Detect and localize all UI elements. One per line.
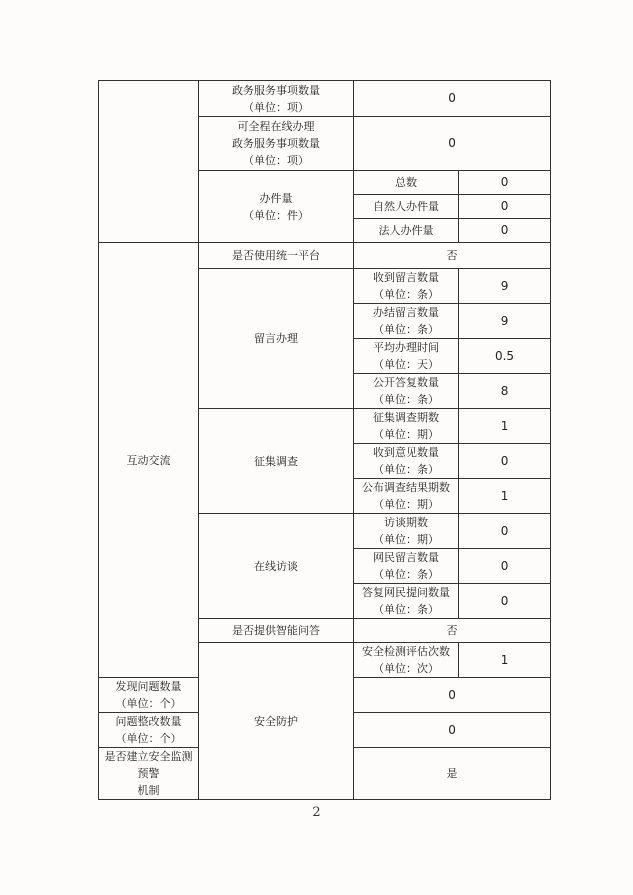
statistics-table [98, 80, 551, 800]
message-item-value: 9 [459, 304, 551, 339]
top-category-cell [99, 81, 199, 243]
row-unit: （单位：个） [115, 697, 182, 710]
row-label: 安全检测评估次数 [362, 645, 450, 658]
row-unit: （单位：件） [243, 208, 309, 222]
row-label: 网民留言数量 [373, 551, 439, 564]
message-item-value: 8 [459, 374, 551, 409]
page-number: 2 [312, 805, 321, 820]
interaction-category: 互动交流 [99, 243, 199, 678]
survey-group-title: 征集调查 [199, 409, 354, 514]
row-unit: （单位：项） [243, 154, 309, 167]
row-label: 政务服务事项数量 [232, 137, 320, 150]
row-unit: （单位：项） [243, 100, 309, 114]
row-label: 访谈期数 [384, 516, 428, 529]
row-unit: （单位：期） [373, 533, 439, 546]
row-label: 收到留言数量 [373, 271, 439, 284]
security-warning-label [99, 748, 199, 800]
case-natural-person-value: 0 [459, 195, 551, 219]
service-items-value: 0 [354, 81, 551, 117]
platform-row [99, 243, 551, 269]
row-label: 可全程在线办理 [237, 120, 315, 133]
survey-item-value: 1 [459, 409, 551, 444]
case-total-label: 总数 [354, 171, 459, 195]
row-label: 收到意见数量 [373, 446, 439, 459]
row-unit: （单位：期） [373, 498, 439, 511]
service-items-row [99, 81, 551, 117]
interview-item-value: 0 [459, 514, 551, 549]
message-item-label [354, 339, 459, 374]
survey-item-label [354, 479, 459, 514]
row-label: 办件量 [259, 191, 293, 205]
case-legal-person-value: 0 [459, 219, 551, 243]
interview-item-label [354, 549, 459, 584]
survey-item-label [354, 409, 459, 444]
row-label: 机制 [137, 784, 160, 797]
security-item-value: 1 [459, 643, 551, 678]
row-label: 是否建立安全监测预警 [104, 750, 193, 780]
interview-item-value: 0 [459, 549, 551, 584]
message-group-title: 留言办理 [199, 269, 354, 409]
row-unit: （单位：天） [373, 358, 439, 371]
security-item-label [99, 713, 199, 748]
case-count-label [199, 171, 354, 243]
message-item-label [354, 269, 459, 304]
case-legal-person-label: 法人办件量 [354, 219, 459, 243]
platform-value: 否 [354, 243, 551, 269]
security-warning-value: 是 [354, 748, 551, 800]
case-total-value: 0 [459, 171, 551, 195]
row-label: 办结留言数量 [373, 306, 439, 319]
survey-item-label [354, 444, 459, 479]
row-unit: （单位：条） [373, 463, 439, 476]
interview-item-value: 0 [459, 584, 551, 619]
online-service-items-value: 0 [354, 117, 551, 171]
row-unit: （单位：条） [373, 393, 439, 406]
row-unit: （单位：期） [373, 428, 439, 441]
smart-qa-value: 否 [354, 619, 551, 643]
survey-item-value: 1 [459, 479, 551, 514]
row-label: 征集调查期数 [373, 411, 439, 424]
interview-item-label [354, 514, 459, 549]
security-category: 安全防护 [199, 643, 354, 800]
row-label: 问题整改数量 [115, 715, 182, 728]
row-unit: （单位：条） [373, 323, 439, 336]
message-item-value: 0.5 [459, 339, 551, 374]
message-item-value: 9 [459, 269, 551, 304]
service-items-label [199, 81, 354, 117]
row-label: 政务服务事项数量 [232, 83, 320, 97]
security-item-label [354, 643, 459, 678]
online-service-items-label [199, 117, 354, 171]
row-unit: （单位：条） [373, 568, 439, 581]
row-label: 公开答复数量 [373, 376, 439, 389]
message-item-label [354, 304, 459, 339]
message-item-label [354, 374, 459, 409]
row-unit: （单位：个） [115, 732, 182, 745]
case-natural-person-label: 自然人办件量 [354, 195, 459, 219]
smart-qa-label: 是否提供智能问答 [199, 619, 354, 643]
row-label: 答复网民提问数量 [362, 586, 450, 599]
row-unit: （单位：次） [373, 662, 439, 675]
security-item-value: 0 [354, 678, 551, 713]
row-label: 公布调查结果期数 [362, 481, 450, 494]
row-unit: （单位：条） [373, 288, 439, 301]
security-item-label [99, 678, 199, 713]
interview-group-title: 在线访谈 [199, 514, 354, 619]
platform-label: 是否使用统一平台 [199, 243, 354, 269]
row-unit: （单位：条） [373, 603, 439, 616]
row-label: 发现问题数量 [115, 680, 182, 693]
survey-item-value: 0 [459, 444, 551, 479]
row-label: 平均办理时间 [373, 341, 439, 354]
interview-item-label [354, 584, 459, 619]
security-item-value: 0 [354, 713, 551, 748]
